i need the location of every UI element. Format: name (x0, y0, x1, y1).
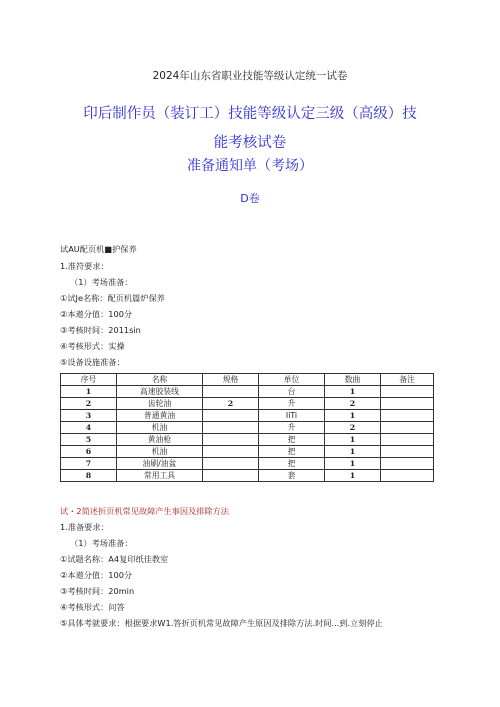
section1-heading: 试AU配页机■护保养 (60, 244, 137, 254)
cell-remark (381, 398, 434, 410)
cell-index: 6 (61, 446, 117, 458)
cell-name: 普通黄油 (117, 410, 203, 422)
cell-unit: IiTi (259, 410, 325, 422)
cell-unit: 升 (259, 398, 325, 410)
col-header-index: 序号 (61, 374, 117, 386)
table-row (61, 422, 434, 434)
cell-unit: 把 (259, 434, 325, 446)
section1-item-name: ①试Je名称：配页机篇炉保养 (60, 293, 165, 303)
cell-quantity: 1 (325, 446, 381, 458)
cell-remark (381, 410, 434, 422)
section2-requirements: 1.准备要求： (60, 522, 109, 532)
cell-unit: 台 (259, 386, 325, 398)
cell-name: 黄油枪 (117, 434, 203, 446)
section1-equipment: ⑤设备设施准备： (60, 357, 125, 367)
cell-remark (381, 386, 434, 398)
cell-spec (203, 458, 259, 470)
cell-unit: 把 (259, 446, 325, 458)
section2-time: ③考核时间：20min (60, 586, 135, 596)
cell-name: 齿轮油 (117, 398, 203, 410)
cell-unit: 把 (259, 458, 325, 470)
cell-unit: 升 (259, 422, 325, 434)
exam-title-line-2: 能考核试卷 (213, 135, 287, 151)
cell-quantity: 1 (325, 470, 381, 482)
cell-quantity: 1 (325, 458, 381, 470)
cell-quantity: 2 (325, 422, 381, 434)
cell-spec (203, 422, 259, 434)
table-row (61, 386, 434, 398)
section1-requirements: 1.准符要求： (60, 261, 109, 271)
cell-quantity: 1 (325, 410, 381, 422)
table-row (61, 434, 434, 446)
cell-quantity: 1 (325, 386, 381, 398)
cell-remark (381, 434, 434, 446)
cell-remark (381, 422, 434, 434)
table-row (61, 458, 434, 470)
exam-header-line: 2024年山东省职业技能等级认定统一试卷 (152, 70, 348, 82)
section2-heading: 试・2简述折页机常见故障产生事因及排除方法 (60, 506, 229, 516)
exam-subtitle: 准备通知单（考场） (187, 158, 313, 174)
cell-quantity: 1 (325, 434, 381, 446)
section1-format: ④考核形式：实操 (60, 341, 125, 351)
section2-format: ④考核形式：问答 (60, 602, 125, 612)
equipment-table (60, 373, 434, 482)
section2-venue-prep: （1）考场准备： (70, 538, 133, 548)
table-row (61, 410, 434, 422)
cell-remark (381, 470, 434, 482)
cell-spec (203, 434, 259, 446)
cell-index: 5 (61, 434, 117, 446)
cell-spec (203, 386, 259, 398)
section1-time: ③考核时间：2011sin (60, 325, 141, 335)
col-header-spec: 规格 (203, 374, 259, 386)
exam-volume-label: D卷 (240, 192, 260, 205)
cell-index: 8 (61, 470, 117, 482)
col-header-unit: 单位 (259, 374, 325, 386)
cell-index: 2 (61, 398, 117, 410)
cell-index: 7 (61, 458, 117, 470)
col-header-name: 名称 (117, 374, 203, 386)
section2-item-name: ①试题名称：A4复印纸佳教室 (60, 554, 169, 564)
cell-unit: 套 (259, 470, 325, 482)
exam-title-line-1: 印后制作员（装订工）技能等级认定三级（高级）技 (83, 106, 417, 122)
cell-spec (203, 446, 259, 458)
section2-score: ②本遨分值：100分 (60, 570, 133, 580)
table-header-row (61, 374, 434, 386)
cell-index: 4 (61, 422, 117, 434)
cell-name: 机油 (117, 446, 203, 458)
cell-index: 1 (61, 386, 117, 398)
cell-index: 3 (61, 410, 117, 422)
table-row (61, 446, 434, 458)
cell-spec: 2 (203, 398, 259, 410)
section1-venue-prep: （1）考场准备： (70, 277, 133, 287)
col-header-quantity: 数曲 (325, 374, 381, 386)
cell-name: 油刷/油盆 (117, 458, 203, 470)
cell-spec (203, 410, 259, 422)
cell-remark (381, 446, 434, 458)
section2-detail-requirements: ⑤具体考就要求：根据要求W1.答折页机常见故障产生原因及排除方法.时间...到.立刻停止 (60, 618, 383, 628)
section1-score: ②本遨分值：100分 (60, 309, 133, 319)
cell-name: 常用工具 (117, 470, 203, 482)
cell-name: 高速胶装线 (117, 386, 203, 398)
cell-quantity: 2 (325, 398, 381, 410)
cell-name: 机油 (117, 422, 203, 434)
cell-spec (203, 470, 259, 482)
table-row (61, 398, 434, 410)
table-row (61, 470, 434, 482)
col-header-remark: 备注 (381, 374, 434, 386)
cell-remark (381, 458, 434, 470)
